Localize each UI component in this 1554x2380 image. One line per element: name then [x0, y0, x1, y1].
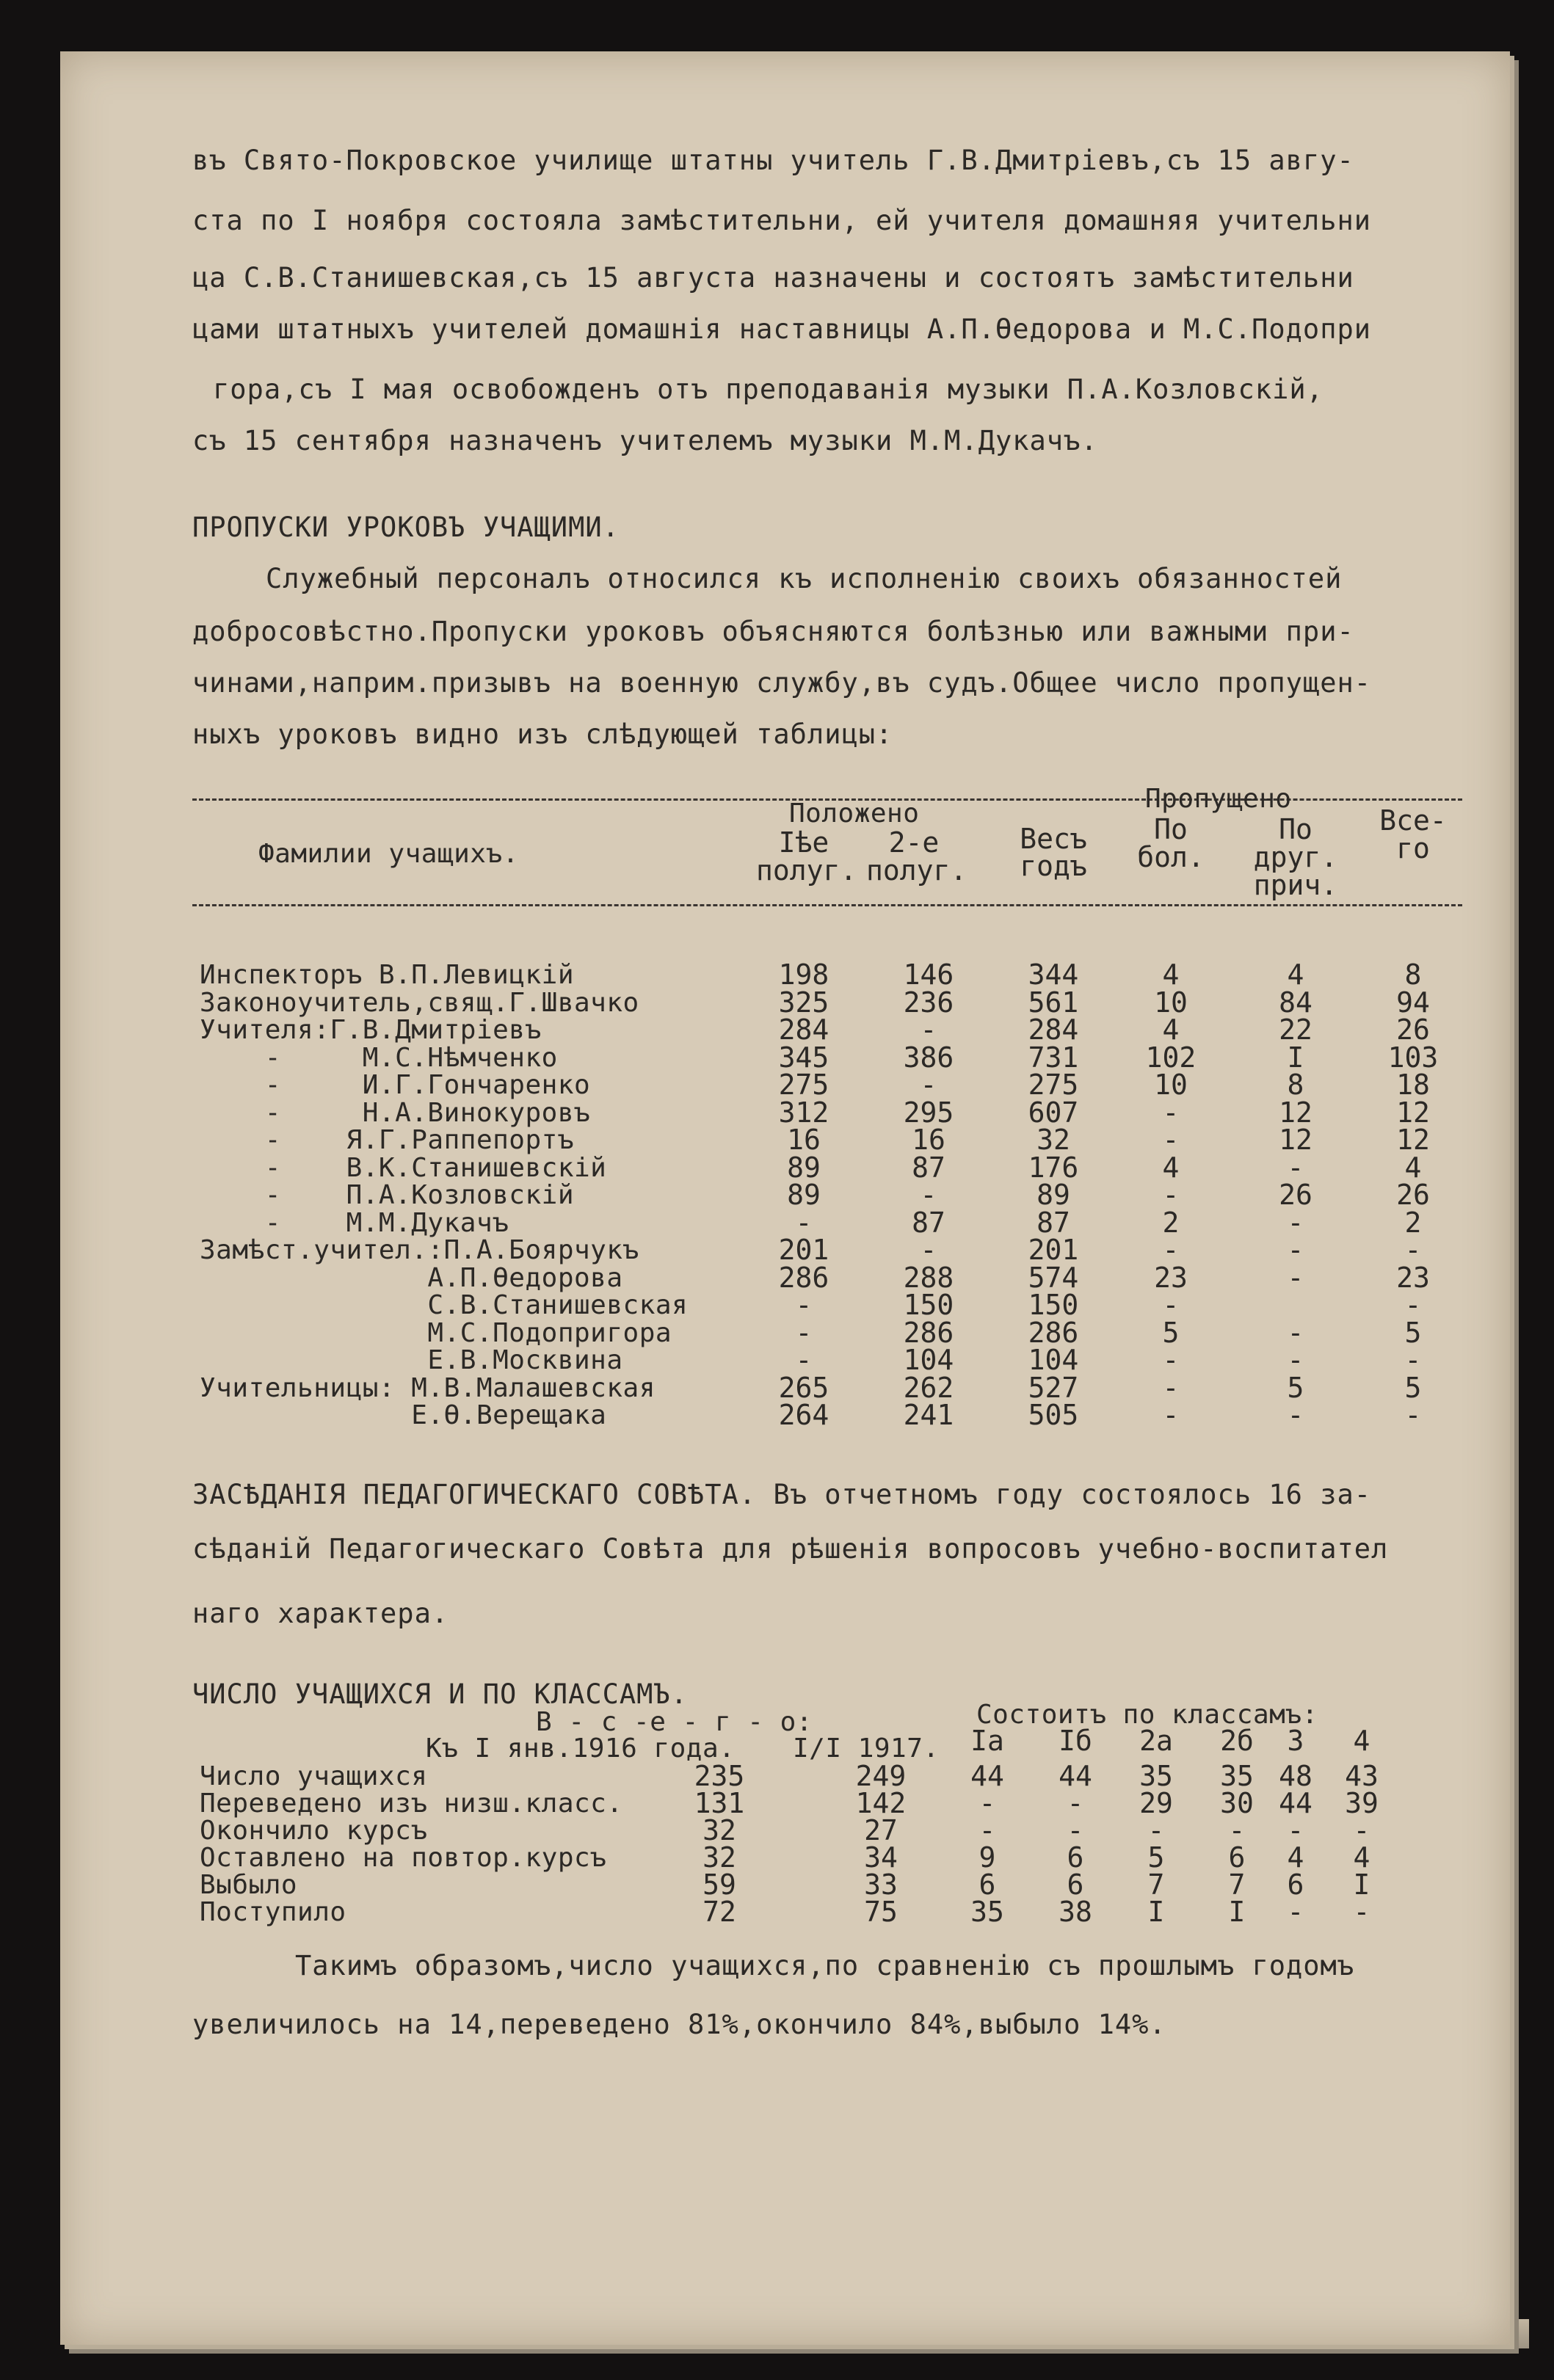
- absence-row-year: 731: [1028, 1041, 1079, 1074]
- absence-row-total: 26: [1396, 1179, 1430, 1211]
- absence-row-h1: 198: [778, 958, 829, 991]
- absence-paragraph-line-3: чинами,наприм.призывъ на военную службу,въ судъ.Общее число пропущен-: [192, 667, 1372, 699]
- students-row-label: Число учащихся: [200, 1761, 428, 1791]
- students-row-class-value: 35: [970, 1896, 1004, 1928]
- absence-row-ill: 5: [1162, 1316, 1180, 1349]
- absence-row-h2: -: [920, 1179, 937, 1211]
- col-header-ill-b: бол.: [1137, 841, 1205, 873]
- absence-row-h1: 284: [778, 1013, 829, 1046]
- absence-row-other: -: [1287, 1151, 1304, 1184]
- students-row-1916: 235: [694, 1760, 745, 1792]
- col-header-h2-a: 2-е: [888, 826, 940, 859]
- absence-row-h2: 241: [903, 1399, 954, 1431]
- students-row-class-value: 38: [1059, 1896, 1092, 1928]
- students-row-class-value: I: [1228, 1896, 1246, 1928]
- absence-row-other: 5: [1287, 1371, 1304, 1404]
- absence-row-total: 5: [1404, 1371, 1422, 1404]
- absence-row-year: 284: [1028, 1013, 1079, 1046]
- absence-row-other: 26: [1279, 1179, 1312, 1211]
- absence-row-name: Е.В.Москвина: [200, 1345, 623, 1375]
- absence-row-h1: 286: [778, 1261, 829, 1294]
- absence-row-h1: 201: [778, 1234, 829, 1266]
- col-header-other-c: прич.: [1253, 869, 1338, 901]
- students-header-date-1916: Къ I янв.1916 года.: [426, 1733, 736, 1764]
- students-row-class-value: 29: [1139, 1787, 1173, 1819]
- absence-row-h2: 262: [903, 1371, 954, 1404]
- absence-row-name: - И.Г.Гончаренко: [200, 1070, 591, 1100]
- intro-line-6: съ 15 сентября назначенъ учителемъ музыки М.М.Дукачъ.: [192, 425, 1098, 456]
- absence-row-name: Законоучитель,свящ.Г.Швачко: [200, 987, 639, 1018]
- absence-row-h1: 89: [787, 1151, 821, 1184]
- students-row-1917: 27: [864, 1814, 898, 1846]
- absence-row-year: 607: [1028, 1096, 1079, 1129]
- students-row-class-value: -: [1353, 1814, 1370, 1846]
- students-row-class-value: -: [978, 1814, 996, 1846]
- absence-row-ill: -: [1162, 1179, 1180, 1211]
- col-header-total-b: го: [1396, 832, 1430, 865]
- absence-row-year: 574: [1028, 1261, 1079, 1294]
- absence-row-name: Учительницы: М.В.Малашевская: [200, 1372, 656, 1403]
- absence-row-h1: 264: [778, 1399, 829, 1431]
- students-row-label: Оставлено на повтор.курсъ: [200, 1843, 607, 1873]
- absence-row-total: 8: [1404, 958, 1422, 991]
- absence-row-total: 2: [1404, 1206, 1422, 1239]
- absence-row-name: - Я.Г.Раппепортъ: [200, 1125, 574, 1155]
- absence-row-h2: 87: [912, 1151, 945, 1184]
- absence-row-h1: -: [795, 1206, 813, 1239]
- students-row-label: Окончило курсъ: [200, 1816, 428, 1846]
- absence-row-year: 286: [1028, 1316, 1079, 1349]
- absence-row-h2: 87: [912, 1206, 945, 1239]
- absence-row-h1: 265: [778, 1371, 829, 1404]
- absence-row-other: I: [1287, 1041, 1304, 1074]
- absence-row-h1: 89: [787, 1179, 821, 1211]
- conclusion-line-2: увеличилось на 14,переведено 81%,окончило 84%,выбыло 14%.: [192, 2009, 1166, 2040]
- absence-row-h2: 288: [903, 1261, 954, 1294]
- absence-row-h1: 312: [778, 1096, 829, 1129]
- students-row-class-value: -: [1287, 1896, 1304, 1928]
- absence-row-total: 103: [1387, 1041, 1439, 1074]
- absence-row-year: 344: [1028, 958, 1079, 991]
- class-label: 2б: [1220, 1725, 1254, 1757]
- students-row-class-value: 35: [1139, 1760, 1173, 1792]
- absence-row-total: -: [1404, 1234, 1422, 1266]
- absence-row-other: -: [1287, 1399, 1304, 1431]
- absence-row-h1: 16: [787, 1124, 821, 1156]
- absence-row-name: Е.Ө.Верещака: [200, 1400, 607, 1430]
- absence-row-total: 23: [1396, 1261, 1430, 1294]
- absence-row-total: 94: [1396, 986, 1430, 1019]
- col-header-other-b: друг.: [1253, 841, 1338, 873]
- absence-row-total: 5: [1404, 1316, 1422, 1349]
- absence-row-other: 4: [1287, 958, 1304, 991]
- absence-row-year: 176: [1028, 1151, 1079, 1184]
- absence-row-ill: -: [1162, 1096, 1180, 1129]
- students-row-class-value: 6: [1067, 1868, 1084, 1901]
- absence-row-name: С.В.Станишевская: [200, 1290, 689, 1320]
- students-row-class-value: 9: [978, 1841, 996, 1874]
- conclusion-line-1: Такимъ образомъ,число учащихся,по сравненію съ прошлымъ годомъ: [295, 1950, 1355, 1981]
- absence-row-ill: 102: [1145, 1041, 1197, 1074]
- absence-row-year: 527: [1028, 1371, 1079, 1404]
- students-row-1917: 34: [864, 1841, 898, 1874]
- absence-row-year: 104: [1028, 1344, 1079, 1376]
- absence-row-h2: 295: [903, 1096, 954, 1129]
- students-row-class-value: 4: [1287, 1841, 1304, 1874]
- absence-row-total: 4: [1404, 1151, 1422, 1184]
- absence-row-other: -: [1287, 1206, 1304, 1239]
- absence-row-h1: 275: [778, 1069, 829, 1101]
- absence-row-name: - В.К.Станишевскій: [200, 1152, 607, 1183]
- absence-row-year: 150: [1028, 1289, 1079, 1321]
- absence-row-h2: 286: [903, 1316, 954, 1349]
- students-row-1917: 142: [855, 1787, 907, 1819]
- absence-row-ill: -: [1162, 1124, 1180, 1156]
- intro-line-1: въ Свято-Покровское училище штатны учитель Г.В.Дмитріевъ,съ 15 авгу-: [192, 145, 1354, 176]
- absence-row-h1: 325: [778, 986, 829, 1019]
- students-row-class-value: 6: [1228, 1841, 1246, 1874]
- absence-row-h2: 386: [903, 1041, 954, 1074]
- col-header-h2-b: полуг.: [866, 854, 967, 887]
- absence-row-total: 12: [1396, 1124, 1430, 1156]
- intro-line-3: ца С.В.Станишевская,съ 15 августа назначены и состоятъ замѣстительни: [192, 262, 1354, 294]
- group-header-assigned: Положено: [789, 798, 920, 829]
- students-row-1917: 75: [864, 1896, 898, 1928]
- class-label: Iб: [1059, 1725, 1092, 1757]
- absence-paragraph-line-2: добросовѣстно.Пропуски уроковъ объясняются болѣзнью или важными при-: [192, 616, 1354, 647]
- absence-row-name: М.С.Подопригора: [200, 1317, 672, 1348]
- absence-row-name: - П.А.Козловскій: [200, 1180, 574, 1210]
- absence-row-name: Учителя:Г.В.Дмитріевъ: [200, 1015, 542, 1045]
- col-header-h1-a: Iѣе: [778, 826, 829, 859]
- absence-row-other: -: [1287, 1234, 1304, 1266]
- col-header-ill-a: По: [1154, 813, 1188, 845]
- students-row-class-value: 44: [1059, 1760, 1092, 1792]
- absence-row-other: 12: [1279, 1096, 1312, 1129]
- intro-line-2: ста по I ноября состояла замѣстительни, ей учителя домашняя учительни: [192, 205, 1372, 236]
- students-row-1917: 249: [855, 1760, 907, 1792]
- absence-row-ill: 10: [1154, 1069, 1188, 1101]
- absence-row-year: 87: [1036, 1206, 1070, 1239]
- absence-row-ill: 2: [1162, 1206, 1180, 1239]
- absence-paragraph-line-1: Служебный персоналъ относился къ исполненію своихъ обязанностей: [266, 563, 1343, 594]
- students-row-1916: 131: [694, 1787, 745, 1819]
- students-row-class-value: 4: [1353, 1841, 1370, 1874]
- absence-heading: ПРОПУСКИ УРОКОВЪ УЧАЩИМИ.: [192, 512, 620, 543]
- col-header-year-b: годъ: [1020, 850, 1087, 882]
- absence-row-other: -: [1287, 1261, 1304, 1294]
- students-row-class-value: -: [1353, 1896, 1370, 1928]
- students-row-class-value: 6: [1287, 1868, 1304, 1901]
- absence-row-ill: -: [1162, 1399, 1180, 1431]
- students-row-class-value: 5: [1147, 1841, 1165, 1874]
- students-header-date-1917: I/I 1917.: [793, 1733, 940, 1764]
- absence-row-name: А.П.Өедорова: [200, 1262, 623, 1293]
- absence-row-year: 201: [1028, 1234, 1079, 1266]
- students-row-class-value: 44: [1279, 1787, 1312, 1819]
- absence-row-total: -: [1404, 1344, 1422, 1376]
- absence-row-ill: 23: [1154, 1261, 1188, 1294]
- students-header-total: В - с -е - г - о:: [536, 1707, 813, 1737]
- absence-row-h2: 16: [912, 1124, 945, 1156]
- students-row-1917: 33: [864, 1868, 898, 1901]
- students-row-class-value: I: [1353, 1868, 1370, 1901]
- absence-row-year: 505: [1028, 1399, 1079, 1431]
- absence-row-ill: 10: [1154, 986, 1188, 1019]
- absence-row-total: 18: [1396, 1069, 1430, 1101]
- absence-row-h1: -: [795, 1316, 813, 1349]
- absence-row-other: 22: [1279, 1013, 1312, 1046]
- students-row-class-value: -: [1067, 1814, 1084, 1846]
- class-label: Iа: [970, 1725, 1004, 1757]
- students-heading: ЧИСЛО УЧАЩИХСЯ И ПО КЛАССАМЪ.: [192, 1678, 689, 1710]
- absence-row-total: -: [1404, 1399, 1422, 1431]
- absence-row-h1: -: [795, 1344, 813, 1376]
- students-row-1916: 72: [702, 1896, 736, 1928]
- absence-row-ill: -: [1162, 1371, 1180, 1404]
- students-row-class-value: 6: [978, 1868, 996, 1901]
- absence-row-other: -: [1287, 1344, 1304, 1376]
- students-row-label: Выбыло: [200, 1870, 298, 1900]
- col-header-other-a: По: [1279, 813, 1312, 845]
- absence-row-other: 12: [1279, 1124, 1312, 1156]
- students-row-class-value: -: [1147, 1814, 1165, 1846]
- class-label: 3: [1287, 1725, 1304, 1757]
- absence-row-name: Замѣст.учител.:П.А.Боярчукъ: [200, 1235, 639, 1265]
- students-row-1916: 32: [702, 1814, 736, 1846]
- group-header-missed: Пропущено: [1145, 784, 1292, 814]
- council-line-1: ЗАСѢДАНІЯ ПЕДАГОГИЧЕСКАГО СОВѢТА. Въ отчетномъ году состоялось 16 за-: [192, 1479, 1372, 1510]
- absence-row-h1: 345: [778, 1041, 829, 1074]
- students-row-1916: 59: [702, 1868, 736, 1901]
- absence-row-h1: -: [795, 1289, 813, 1321]
- absence-row-ill: -: [1162, 1344, 1180, 1376]
- council-line-2: сѣданій Педагогическаго Совѣта для рѣшенія вопросовъ учебно-воспитател: [192, 1533, 1389, 1565]
- class-label: 4: [1353, 1725, 1370, 1757]
- students-row-class-value: -: [1287, 1814, 1304, 1846]
- intro-line-4: цами штатныхъ учителей домашнія наставницы А.П.Өедорова и М.С.Подопри: [192, 313, 1372, 345]
- students-row-class-value: 7: [1147, 1868, 1165, 1901]
- col-header-name: Фамилии учащихъ.: [258, 839, 519, 869]
- absence-row-year: 89: [1036, 1179, 1070, 1211]
- col-header-year-a: Весъ: [1020, 823, 1087, 855]
- students-row-label: Поступило: [200, 1897, 346, 1927]
- students-row-class-value: -: [978, 1787, 996, 1819]
- absence-row-ill: 4: [1162, 1151, 1180, 1184]
- absence-row-name: Инспекторъ В.П.Левицкій: [200, 960, 574, 990]
- students-row-class-value: -: [1228, 1814, 1246, 1846]
- students-row-class-value: 6: [1067, 1841, 1084, 1874]
- absence-row-total: 12: [1396, 1096, 1430, 1129]
- absence-row-ill: -: [1162, 1289, 1180, 1321]
- table-header-rule: [192, 904, 1462, 906]
- students-header-by-class: Состоитъ по классамъ:: [976, 1700, 1318, 1730]
- students-row-class-value: 35: [1220, 1760, 1254, 1792]
- absence-row-name: - Н.А.Винокуровъ: [200, 1097, 591, 1128]
- students-row-label: Переведено изъ низш.класс.: [200, 1788, 623, 1819]
- absence-row-name: - М.С.Нѣмченко: [200, 1042, 558, 1073]
- col-header-h1-b: полуг.: [756, 854, 857, 887]
- absence-row-other: -: [1287, 1316, 1304, 1349]
- council-line-3: наго характера.: [192, 1598, 449, 1629]
- students-row-class-value: -: [1067, 1787, 1084, 1819]
- absence-row-other: 84: [1279, 986, 1312, 1019]
- absence-row-h2: -: [920, 1234, 937, 1266]
- col-header-total-a: Все-: [1379, 804, 1447, 837]
- students-row-1916: 32: [702, 1841, 736, 1874]
- absence-row-h2: 236: [903, 986, 954, 1019]
- students-row-class-value: 7: [1228, 1868, 1246, 1901]
- absence-row-ill: 4: [1162, 958, 1180, 991]
- students-row-class-value: I: [1147, 1896, 1165, 1928]
- absence-row-h2: -: [920, 1013, 937, 1046]
- intro-line-5: гора,съ I мая освобожденъ отъ преподаванія музыки П.А.Козловскій,: [213, 374, 1324, 405]
- absence-paragraph-line-4: ныхъ уроковъ видно изъ слѣдующей таблицы:: [192, 718, 893, 750]
- students-row-class-value: 44: [970, 1760, 1004, 1792]
- absence-row-total: -: [1404, 1289, 1422, 1321]
- students-row-class-value: 30: [1220, 1787, 1254, 1819]
- absence-row-h2: 150: [903, 1289, 954, 1321]
- students-row-class-value: 48: [1279, 1760, 1312, 1792]
- absence-row-h2: 104: [903, 1344, 954, 1376]
- absence-row-h2: 146: [903, 958, 954, 991]
- students-row-class-value: 39: [1345, 1787, 1379, 1819]
- class-label: 2а: [1139, 1725, 1173, 1757]
- absence-row-ill: -: [1162, 1234, 1180, 1266]
- absence-row-year: 275: [1028, 1069, 1079, 1101]
- absence-row-ill: 4: [1162, 1013, 1180, 1046]
- students-row-class-value: 43: [1345, 1760, 1379, 1792]
- absence-row-h2: -: [920, 1069, 937, 1101]
- absence-row-name: - М.М.Дукачъ: [200, 1207, 509, 1238]
- absence-row-other: 8: [1287, 1069, 1304, 1101]
- absence-row-total: 26: [1396, 1013, 1430, 1046]
- absence-row-year: 32: [1036, 1124, 1070, 1156]
- absence-row-year: 561: [1028, 986, 1079, 1019]
